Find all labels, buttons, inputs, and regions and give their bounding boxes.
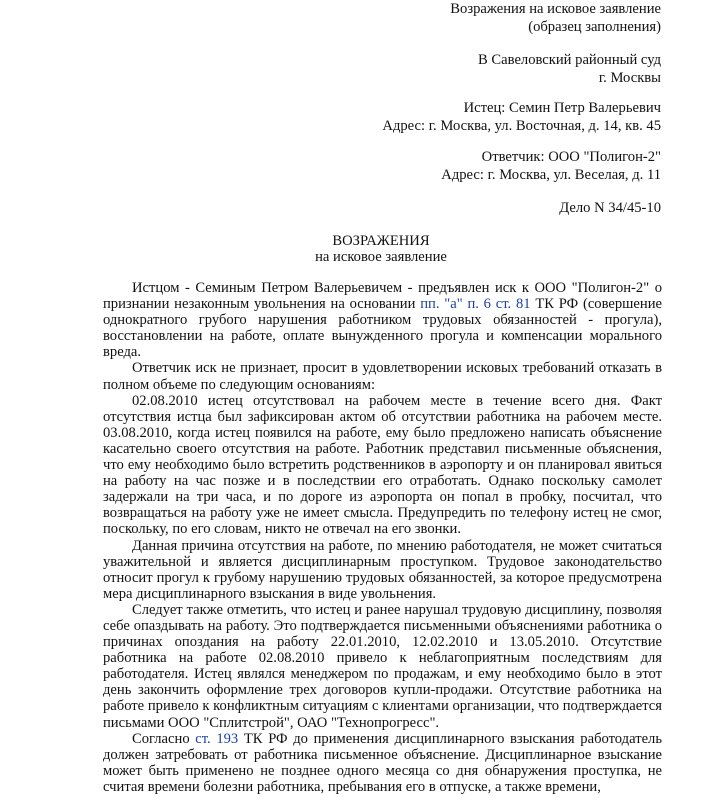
document-title: Возражения на исковое заявление bbox=[450, 1, 661, 17]
case-number: Дело N 34/45-10 bbox=[559, 200, 661, 216]
defendant-name: Ответчик: ООО "Полигон-2" bbox=[481, 149, 661, 165]
document-body bbox=[103, 280, 662, 795]
document-title-note: (образец заполнения) bbox=[528, 19, 661, 35]
law-reference-link[interactable]: пп. "а" п. 6 ст. 81 bbox=[420, 296, 531, 313]
document-title-block bbox=[450, 0, 661, 36]
court-city: г. Москвы bbox=[598, 70, 661, 86]
paragraph-procedure bbox=[103, 731, 662, 795]
court-block bbox=[478, 51, 661, 87]
plaintiff-address: Адрес: г. Москва, ул. Восточная, д. 14, кв. 45 bbox=[382, 118, 661, 134]
law-reference-link[interactable]: ст. 193 bbox=[195, 730, 239, 747]
paragraph-text: Истцом - Семиным Петром Валерьевичем - предъявлен иск к ООО "Полигон-2" о признании незаконным увольнения на основании bbox=[103, 280, 662, 313]
defendant-address: Адрес: г. Москва, ул. Веселая, д. 11 bbox=[441, 167, 661, 183]
paragraph-claim bbox=[103, 280, 662, 360]
court-name: В Савеловский районный суд bbox=[478, 52, 661, 68]
document-heading: ВОЗРАЖЕНИЯ bbox=[332, 233, 430, 249]
plaintiff-block bbox=[382, 99, 661, 135]
document-subheading: на исковое заявление bbox=[315, 249, 447, 265]
paragraph-text: ТК РФ до применения дисциплинарного взыскания работодатель должен затребовать от работника письменное объяснение. Дисциплинарное взыскание может быть применено не позднее одного месяца со дня обнаружения проступка, не считая времени болезни работника, пребывания его в отпуске, а также времени, bbox=[103, 730, 662, 795]
paragraph-text: Согласно bbox=[132, 730, 196, 747]
paragraph-assessment: Данная причина отсутствия на работе, по мнению работодателя, не может считаться уважительной и является дисциплинарным проступком. Трудовое законодательство относит прогул к грубому нарушению трудовых обязанностей, за которое предусмотрена мера дисциплинарного взыскания в виде увольнения. bbox=[103, 537, 662, 602]
paragraph-facts: 02.08.2010 истец отсутствовал на рабочем месте в течение всего дня. Факт отсутствия истца был зафиксирован актом об отсутствии работника на рабочем месте. 03.08.2010, когда истец появился на работе, ему было предложено написать объяснение касательно своего отсутствия на работе. Работник представил письменные объяснения, что ему необходимо было встретить родственников в аэропорту и он планировал явиться на работу на час позже и в последствии его отработать. Однако поскольку самолет задержали на три часа, и по дороге из аэропорта он попал в пробку, посчитал, что возвращаться на работу уже не имеет смысла. Предупредить по телефону истец не смог, поскольку, по его словам, никто не отвечал на его звонки. bbox=[103, 392, 662, 538]
plaintiff-name: Истец: Семин Петр Валерьевич bbox=[463, 100, 661, 116]
paragraph-prior-violations: Следует также отметить, что истец и ранее нарушал трудовую дисциплину, позволяя себе опаздывать на работу. Это подтверждается письменными объяснениями работника о причинах опоздания на работу 22.01.2010, 12.02.2010 и 13.05.2010. Отсутствие работника на работе 02.08.2010 привело к неблагоприятным последствиям для работодателя. Истец являлся менеджером по продажам, и ему необходимо было в этот день закончить оформление трех договоров купли-продажи. Отсутствие работника на работе привело к конфликтным ситуациям с клиентами организации, что подтверждается письмами ООО "Сплитстрой", ОАО "Технопрогресс". bbox=[103, 601, 662, 731]
paragraph-text: ТК РФ (совершение однократного грубого нарушения работником трудовых обязанностей - прогула), восстановлении на работе, оплате вынужденного прогула и компенсации морального вреда. bbox=[103, 296, 662, 361]
paragraph-objection: Ответчик иск не признает, просит в удовлетворении исковых требований отказать в полном объеме по следующим основаниям: bbox=[103, 360, 662, 393]
defendant-block bbox=[441, 148, 661, 184]
